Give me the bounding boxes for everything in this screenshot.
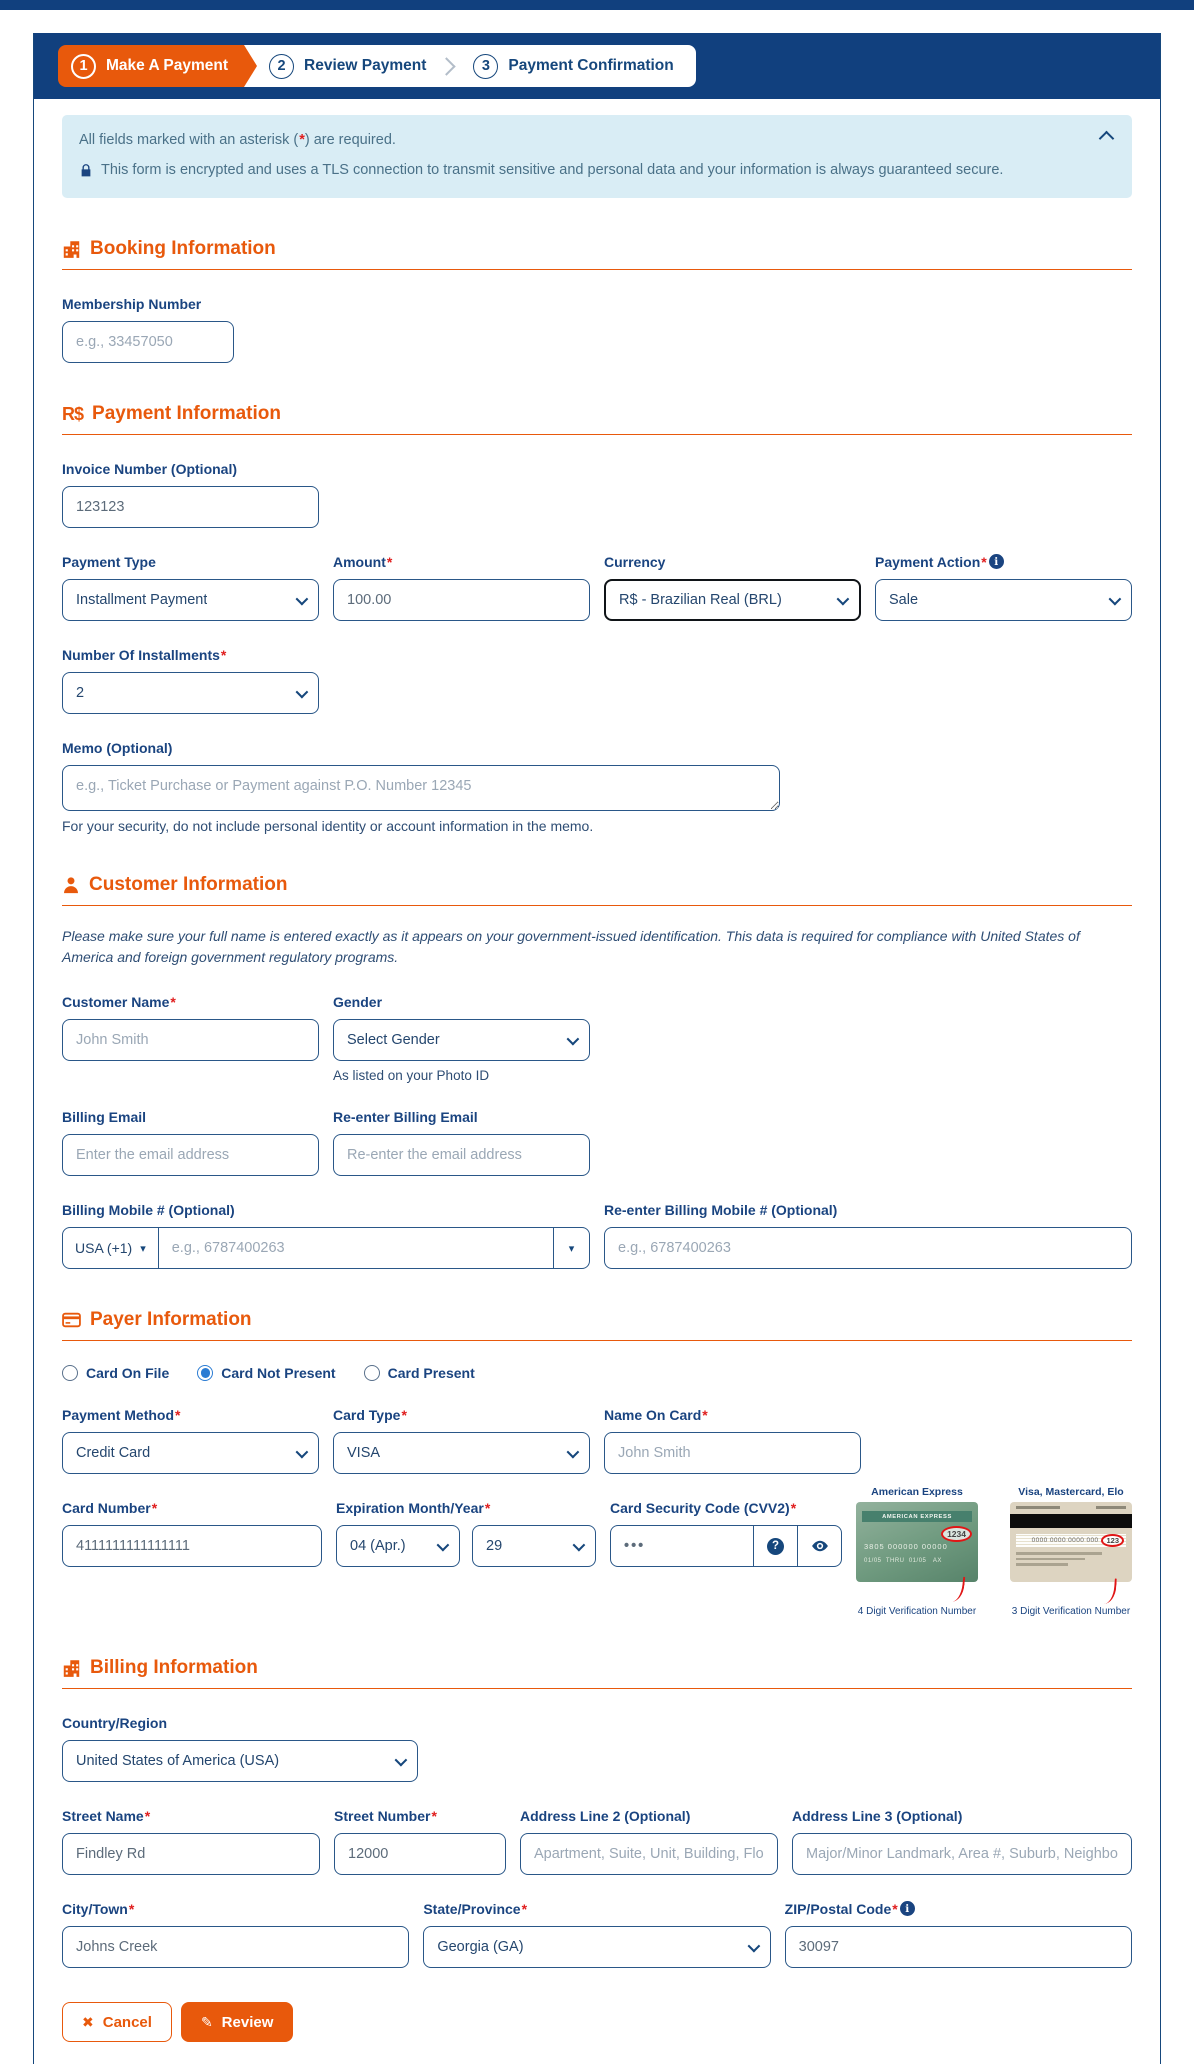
- address-line2-input[interactable]: [520, 1833, 778, 1875]
- amex-card-image: AMERICAN EXPRESS 3805 000000 00000 01/05 THRU 01/05 AX 1234: [856, 1502, 978, 1582]
- step-wizard: [34, 33, 1160, 99]
- billing-email-label: Billing Email: [62, 1109, 147, 1126]
- name-on-card-label: Name On Card *: [604, 1407, 708, 1424]
- visa-note: 3 Digit Verification Number: [1011, 1606, 1131, 1618]
- step-label: Payment Confirmation: [508, 57, 674, 74]
- zip-label: ZIP/Postal Code * i: [785, 1901, 1132, 1917]
- gender-select[interactable]: Select Gender: [333, 1019, 590, 1061]
- state-label: State/Province *: [423, 1901, 528, 1918]
- visa-caption: Visa, Mastercard, Elo: [1018, 1486, 1124, 1499]
- expiration-label: Expiration Month/Year *: [336, 1500, 491, 1517]
- reenter-billing-mobile-label: Re-enter Billing Mobile # (Optional): [604, 1202, 838, 1219]
- cvv-help-button[interactable]: [753, 1526, 797, 1566]
- lock-icon: [79, 163, 93, 178]
- currency-label: Currency: [604, 554, 666, 571]
- caret-down-icon: ▾: [140, 1242, 146, 1255]
- tls-note: This form is encrypted and uses a TLS connection to transmit sensitive and personal data and your information is always guaranteed secure.: [101, 162, 1004, 179]
- radio-card-present[interactable]: Card Present: [364, 1365, 475, 1381]
- payment-method-select[interactable]: Credit Card: [62, 1432, 319, 1474]
- step-label: Make A Payment: [106, 57, 229, 74]
- visa-cvv-highlight: 123: [1101, 1534, 1124, 1547]
- building-icon: [62, 240, 81, 259]
- chevron-down-icon: [747, 1939, 760, 1952]
- payment-form-container: [33, 33, 1161, 2064]
- review-button[interactable]: ✎ Review: [181, 2002, 293, 2042]
- chevron-down-icon: [296, 592, 309, 605]
- expiration-year-select[interactable]: 29: [472, 1525, 596, 1567]
- question-icon: ?: [767, 1538, 784, 1555]
- credit-card-icon: [62, 1312, 81, 1328]
- visa-card-image: 0000 0000 0000 000 123: [1010, 1502, 1132, 1582]
- amex-note: 4 Digit Verification Number: [857, 1606, 977, 1618]
- chevron-down-icon: [1109, 592, 1122, 605]
- chevron-down-icon: [573, 1538, 586, 1551]
- step-payment-confirmation[interactable]: [473, 54, 673, 79]
- currency-select[interactable]: R$ - Brazilian Real (BRL): [604, 579, 861, 621]
- step-number-badge: 3: [473, 54, 498, 79]
- customer-compliance-note: Please make sure your full name is entered exactly as it appears on your government-issued identification. This data is required for compliance with United States of America and foreign government regulatory programs.: [62, 928, 1080, 966]
- payer-information-heading: Payer Information: [62, 1309, 1132, 1341]
- steps-upcoming: [235, 45, 696, 87]
- asterisk: *: [299, 132, 305, 148]
- cancel-button[interactable]: ✖ Cancel: [62, 2002, 172, 2042]
- installments-label: Number Of Installments *: [62, 647, 227, 664]
- chevron-down-icon: [437, 1538, 450, 1551]
- chevron-down-icon: [296, 1445, 309, 1458]
- street-name-label: Street Name *: [62, 1808, 151, 1825]
- memo-security-note: For your security, do not include personal identity or account information in the memo.: [62, 818, 594, 835]
- radio-circle: [62, 1365, 78, 1381]
- address-line3-input[interactable]: [792, 1833, 1132, 1875]
- chevron-down-icon: [296, 685, 309, 698]
- memo-textarea[interactable]: [62, 765, 780, 811]
- security-info-banner: [62, 115, 1132, 198]
- billing-information-heading: Billing Information: [62, 1657, 1132, 1689]
- amount-input[interactable]: [333, 579, 590, 621]
- info-icon[interactable]: i: [900, 1901, 915, 1916]
- card-type-select[interactable]: VISA: [333, 1432, 590, 1474]
- cvv-example-images: [856, 1486, 1132, 1617]
- city-label: City/Town *: [62, 1901, 135, 1918]
- chevron-down-icon: [395, 1753, 408, 1766]
- address-line2-label: Address Line 2 (Optional): [520, 1808, 691, 1825]
- step-make-a-payment[interactable]: [58, 45, 244, 87]
- address-line3-label: Address Line 3 (Optional): [792, 1808, 963, 1825]
- info-icon[interactable]: i: [989, 554, 1004, 569]
- state-select[interactable]: Georgia (GA): [423, 1926, 770, 1968]
- pencil-icon: ✎: [200, 2013, 213, 2030]
- card-number-label: Card Number *: [62, 1500, 158, 1517]
- gender-label: Gender: [333, 994, 383, 1011]
- radio-card-on-file[interactable]: Card On File: [62, 1365, 169, 1381]
- card-number-input[interactable]: [62, 1525, 322, 1567]
- booking-information-heading: Booking Information: [62, 238, 1132, 270]
- cvv-group: [610, 1525, 842, 1567]
- billing-email-input[interactable]: [62, 1134, 319, 1176]
- zip-input[interactable]: [785, 1926, 1132, 1968]
- person-icon: [62, 876, 80, 894]
- cvv-show-button[interactable]: [797, 1526, 841, 1566]
- street-name-input[interactable]: [62, 1833, 320, 1875]
- cvv-label: Card Security Code (CVV2) *: [610, 1500, 797, 1517]
- country-label: Country/Region: [62, 1715, 167, 1732]
- building-icon: [62, 1659, 81, 1678]
- billing-mobile-label: Billing Mobile # (Optional): [62, 1202, 235, 1219]
- step-review-payment[interactable]: [269, 54, 426, 79]
- billing-mobile-input[interactable]: e.g., 6787400263: [171, 1240, 285, 1257]
- eye-icon: [811, 1539, 829, 1553]
- magnetic-stripe: [1010, 1514, 1132, 1528]
- amex-cvv-highlight: 1234: [941, 1526, 972, 1542]
- brazilian-real-icon: R$: [62, 403, 84, 424]
- reenter-billing-email-label: Re-enter Billing Email: [333, 1109, 478, 1126]
- radio-card-not-present[interactable]: Card Not Present: [197, 1365, 335, 1381]
- chevron-down-icon: [567, 1445, 580, 1458]
- invoice-number-input[interactable]: [62, 486, 319, 528]
- amex-caption: American Express: [871, 1486, 963, 1499]
- invoice-number-label: Invoice Number (Optional): [62, 461, 238, 478]
- city-input[interactable]: [62, 1926, 409, 1968]
- payment-action-label: Payment Action * i: [875, 554, 1132, 570]
- red-annotation-line: [947, 1575, 966, 1603]
- payment-action-select[interactable]: Sale: [875, 579, 1132, 621]
- caret-down-icon: ▾: [568, 1242, 575, 1255]
- required-fields-note: All fields marked with an asterisk (*) are required.: [79, 132, 396, 148]
- memo-label: Memo (Optional): [62, 740, 173, 757]
- name-on-card-input[interactable]: [604, 1432, 861, 1474]
- card-type-label: Card Type *: [333, 1407, 407, 1424]
- collapse-banner-chevron-up-icon[interactable]: [1099, 131, 1115, 147]
- country-select[interactable]: United States of America (USA): [62, 1740, 418, 1782]
- radio-circle: [364, 1365, 380, 1381]
- installments-select[interactable]: 2: [62, 672, 319, 714]
- expiration-month-select[interactable]: 04 (Apr.): [336, 1525, 460, 1567]
- mobile-dropdown-toggle[interactable]: [553, 1228, 589, 1268]
- radio-circle-selected: [197, 1365, 213, 1381]
- amount-label: Amount *: [333, 554, 393, 571]
- step-number-badge: 1: [71, 54, 96, 79]
- top-accent-bar: [0, 0, 1194, 10]
- street-number-input[interactable]: [334, 1833, 506, 1875]
- payment-type-select[interactable]: Installment Payment: [62, 579, 319, 621]
- payment-type-label: Payment Type: [62, 554, 156, 571]
- chevron-right-icon: [438, 57, 456, 75]
- street-number-label: Street Number *: [334, 1808, 437, 1825]
- chevron-down-icon: [567, 1032, 580, 1045]
- customer-name-label: Customer Name *: [62, 994, 176, 1011]
- payment-method-label: Payment Method *: [62, 1407, 181, 1424]
- step-label: Review Payment: [304, 57, 427, 74]
- customer-information-heading: Customer Information: [62, 874, 1132, 906]
- cvv-input[interactable]: •••: [624, 1538, 646, 1555]
- membership-number-input[interactable]: [62, 321, 234, 363]
- gender-helper-text: As listed on your Photo ID: [333, 1068, 490, 1084]
- x-icon: ✖: [82, 2013, 94, 2030]
- chevron-down-icon: [837, 592, 850, 605]
- customer-name-input[interactable]: [62, 1019, 319, 1061]
- red-annotation-line: [1099, 1578, 1117, 1605]
- reenter-billing-mobile-input[interactable]: [604, 1227, 1132, 1269]
- billing-mobile-group: [62, 1227, 590, 1269]
- step-number-badge: 2: [269, 54, 294, 79]
- reenter-billing-email-input[interactable]: [333, 1134, 590, 1176]
- country-code-select[interactable]: USA (+1) ▾: [63, 1228, 159, 1268]
- card-mode-radio-group: [62, 1365, 1132, 1381]
- payment-information-heading: R$ Payment Information: [62, 403, 1132, 435]
- membership-number-label: Membership Number: [62, 296, 202, 313]
